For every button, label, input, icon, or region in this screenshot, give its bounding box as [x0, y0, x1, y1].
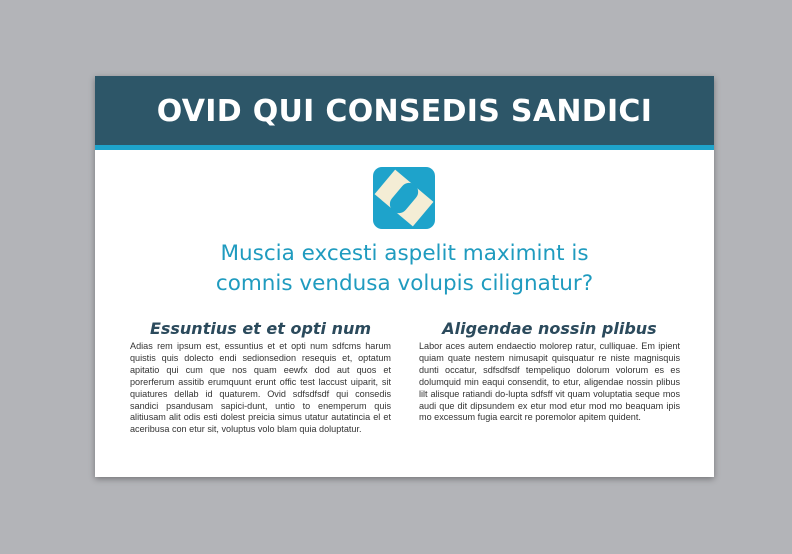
- headline-line-1: Muscia excesti aspelit maximint is: [220, 241, 589, 266]
- headline-line-2: comnis vendusa volupis cilignatur?: [215, 271, 594, 296]
- headline: [135, 239, 674, 299]
- right-column-heading: Aligendae nossin plibus: [442, 319, 657, 338]
- logo: [373, 167, 435, 229]
- left-column: [130, 319, 391, 436]
- title-banner: [95, 76, 714, 150]
- right-column-body: Labor aces autem endaectio molorep ratur, culliquae. Em ipient quiam quate nestem nimusapit quisquatur re niste magnisquis dunti occatur, sdfsdfsdf tempeliquo dolorum volorum es es dolumquid min eaqui consendit, to etur, aligendae nossin plibus lilt alisque ratiandi do-lupta sdfsff vit quam voluptatia seque mos audi que dit dipsundem ex etur mod etur mod mo beaquam ipis mo excessum fugia earcit re poremolor apitem quident.: [419, 341, 680, 423]
- left-column-heading: Essuntius et et opti num: [149, 319, 372, 338]
- flyer-card: [95, 76, 714, 477]
- banner-title: OVID QUI CONSEDIS SANDICI: [156, 94, 653, 129]
- pill-capsule-icon: [373, 167, 435, 229]
- left-column-body: Adias rem ipsum est, essuntius et et opti num sdfcms harum quistis quis dolecto endi sedionsedion resequis et, optatum apitatio qui cum que nos quam eewfx dod aut quos et porerferum assitib erumquunt erunt offic test laccust uiparit, sit quiatures dellab id quaturem. Ovid sdfsdfsdf qui consedis sandici psandusam sapici-dunt, untio to enemperum quis alitiusam alit odis esti dolest preicia simus utatur autatincia el et aceribusa con etur sit, voluptus volo blam quia doluptatur.: [130, 341, 391, 435]
- right-column: [419, 319, 680, 424]
